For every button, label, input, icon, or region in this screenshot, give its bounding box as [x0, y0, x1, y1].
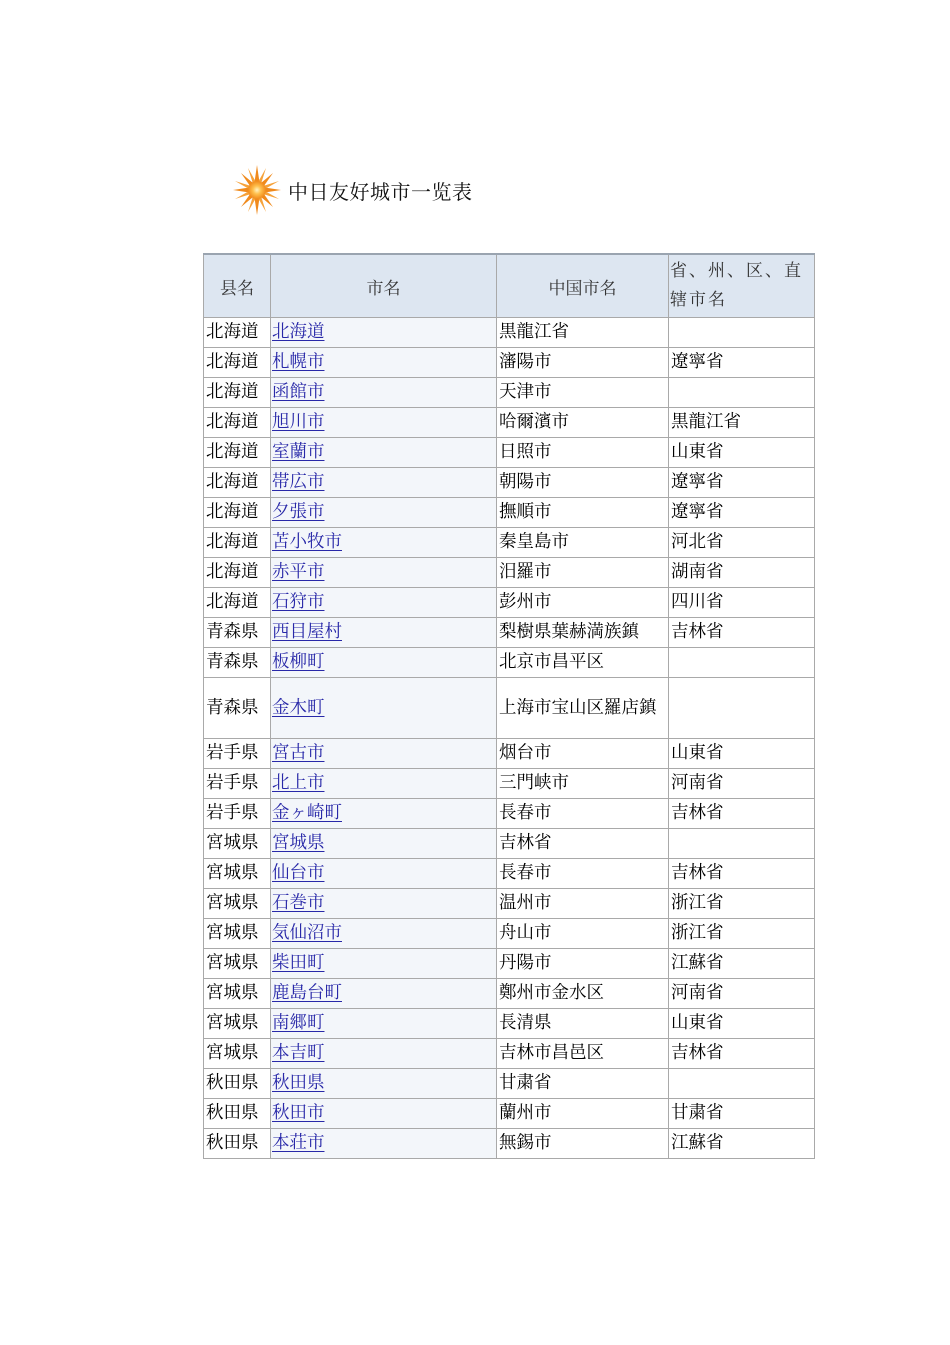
china-province-cell [669, 829, 815, 859]
china-city-cell: 北京市昌平区 [497, 648, 669, 678]
china-city-cell: 吉林市昌邑区 [497, 1039, 669, 1069]
city-cell [271, 949, 497, 979]
china-province-cell: 江蘇省 [669, 1129, 815, 1159]
china-province-cell: 吉林省 [669, 859, 815, 889]
prefecture-cell: 岩手県 [204, 799, 271, 829]
china-city-cell: 長清県 [497, 1009, 669, 1039]
china-city-cell: 彭州市 [497, 588, 669, 618]
city-cell [271, 648, 497, 678]
table-row [204, 739, 815, 769]
china-city-cell: 朝陽市 [497, 468, 669, 498]
table-row [204, 588, 815, 618]
city-link[interactable]: 気仙沼市 [272, 923, 342, 943]
friendship-city-table [203, 253, 815, 1159]
prefecture-cell: 宮城県 [204, 889, 271, 919]
prefecture-cell: 青森県 [204, 678, 271, 739]
china-city-cell: 丹陽市 [497, 949, 669, 979]
prefecture-cell: 北海道 [204, 348, 271, 378]
city-cell [271, 799, 497, 829]
city-link[interactable]: 石狩市 [272, 592, 325, 612]
city-link[interactable]: 鹿島台町 [272, 983, 342, 1003]
prefecture-cell: 宮城県 [204, 949, 271, 979]
city-cell [271, 678, 497, 739]
prefecture-cell: 北海道 [204, 438, 271, 468]
city-link[interactable]: 室蘭市 [272, 442, 325, 462]
china-province-cell: 遼寧省 [669, 348, 815, 378]
china-city-cell: 哈爾濱市 [497, 408, 669, 438]
prefecture-cell: 岩手県 [204, 739, 271, 769]
city-cell [271, 378, 497, 408]
china-city-cell: 舟山市 [497, 919, 669, 949]
city-cell [271, 528, 497, 558]
prefecture-cell: 北海道 [204, 588, 271, 618]
header-china-city: 中国市名 [497, 254, 669, 318]
china-city-cell: 上海市宝山区羅店鎮 [497, 678, 669, 739]
city-cell [271, 1009, 497, 1039]
china-province-cell [669, 1069, 815, 1099]
prefecture-cell: 宮城県 [204, 1009, 271, 1039]
prefecture-cell: 秋田県 [204, 1129, 271, 1159]
china-province-cell: 河北省 [669, 528, 815, 558]
prefecture-cell: 青森県 [204, 618, 271, 648]
table-row [204, 498, 815, 528]
china-province-cell: 吉林省 [669, 799, 815, 829]
china-province-cell: 黒龍江省 [669, 408, 815, 438]
city-cell [271, 1039, 497, 1069]
city-cell [271, 859, 497, 889]
table-row [204, 408, 815, 438]
prefecture-cell: 岩手県 [204, 769, 271, 799]
city-link[interactable]: 秋田県 [272, 1073, 325, 1093]
city-link[interactable]: 函館市 [272, 382, 325, 402]
china-city-cell: 烟台市 [497, 739, 669, 769]
prefecture-cell: 青森県 [204, 648, 271, 678]
city-cell [271, 408, 497, 438]
china-city-cell: 梨樹県葉赫満族鎮 [497, 618, 669, 648]
china-province-cell: 吉林省 [669, 1039, 815, 1069]
city-link[interactable]: 赤平市 [272, 562, 325, 582]
header-prefecture: 县名 [204, 254, 271, 318]
city-cell [271, 739, 497, 769]
china-province-cell [669, 378, 815, 408]
table-row [204, 318, 815, 348]
city-link[interactable]: 秋田市 [272, 1103, 325, 1123]
china-province-cell: 山東省 [669, 739, 815, 769]
city-cell [271, 558, 497, 588]
city-cell [271, 1099, 497, 1129]
starburst-icon [232, 164, 282, 216]
china-city-cell: 吉林省 [497, 829, 669, 859]
city-link[interactable]: 夕張市 [272, 502, 325, 522]
city-link[interactable]: 旭川市 [272, 412, 325, 432]
prefecture-cell: 秋田県 [204, 1069, 271, 1099]
city-cell [271, 979, 497, 1009]
china-city-cell: 秦皇島市 [497, 528, 669, 558]
table-row [204, 859, 815, 889]
china-city-cell: 鄭州市金水区 [497, 979, 669, 1009]
china-province-cell: 江蘇省 [669, 949, 815, 979]
city-cell [271, 348, 497, 378]
city-link[interactable]: 南郷町 [272, 1013, 325, 1033]
china-province-cell: 吉林省 [669, 618, 815, 648]
prefecture-cell: 宮城県 [204, 1039, 271, 1069]
table-row [204, 378, 815, 408]
prefecture-cell: 北海道 [204, 468, 271, 498]
china-city-cell: 蘭州市 [497, 1099, 669, 1129]
city-link[interactable]: 柴田町 [272, 953, 325, 973]
china-province-cell: 遼寧省 [669, 498, 815, 528]
header-china-province: 省、州、区、直辖市名 [669, 254, 815, 318]
prefecture-cell: 宮城県 [204, 829, 271, 859]
city-link[interactable]: 本吉町 [272, 1043, 325, 1063]
china-province-cell: 遼寧省 [669, 468, 815, 498]
prefecture-cell: 北海道 [204, 408, 271, 438]
table-row [204, 979, 815, 1009]
china-city-cell: 甘粛省 [497, 1069, 669, 1099]
table-row [204, 648, 815, 678]
table-row [204, 528, 815, 558]
table-row [204, 1099, 815, 1129]
city-link[interactable]: 西目屋村 [272, 622, 342, 642]
city-link[interactable]: 金木町 [272, 697, 325, 718]
city-link[interactable]: 札幌市 [272, 352, 325, 372]
city-link[interactable]: 宮古市 [272, 743, 325, 763]
city-link[interactable]: 北上市 [272, 773, 325, 793]
china-city-cell: 黒龍江省 [497, 318, 669, 348]
china-province-cell [669, 678, 815, 739]
table-row [204, 889, 815, 919]
china-city-cell: 汨羅市 [497, 558, 669, 588]
china-province-cell: 山東省 [669, 1009, 815, 1039]
china-province-cell: 甘粛省 [669, 1099, 815, 1129]
prefecture-cell: 宮城県 [204, 919, 271, 949]
city-cell [271, 498, 497, 528]
city-cell [271, 829, 497, 859]
table-row [204, 618, 815, 648]
table-row [204, 678, 815, 739]
table-row [204, 769, 815, 799]
china-city-cell: 撫順市 [497, 498, 669, 528]
city-cell [271, 769, 497, 799]
prefecture-cell: 北海道 [204, 318, 271, 348]
china-city-cell: 日照市 [497, 438, 669, 468]
city-cell [271, 1069, 497, 1099]
city-cell [271, 1129, 497, 1159]
table-row [204, 1069, 815, 1099]
china-province-cell: 四川省 [669, 588, 815, 618]
page-title: 中日友好城市一览表 [288, 179, 473, 204]
city-cell [271, 618, 497, 648]
table-body [204, 318, 815, 1159]
prefecture-cell: 北海道 [204, 498, 271, 528]
city-cell [271, 588, 497, 618]
china-province-cell: 浙江省 [669, 919, 815, 949]
city-cell [271, 889, 497, 919]
china-city-cell: 長春市 [497, 859, 669, 889]
table-row [204, 919, 815, 949]
china-province-cell: 河南省 [669, 769, 815, 799]
china-province-cell: 河南省 [669, 979, 815, 1009]
city-cell [271, 438, 497, 468]
city-link[interactable]: 本荘市 [272, 1133, 325, 1153]
table-row [204, 1039, 815, 1069]
china-province-cell [669, 318, 815, 348]
table-row [204, 1129, 815, 1159]
city-cell [271, 468, 497, 498]
city-link[interactable]: 帯広市 [272, 472, 325, 492]
prefecture-cell: 北海道 [204, 378, 271, 408]
city-link[interactable]: 板柳町 [272, 652, 325, 672]
table-header-row [204, 254, 815, 318]
city-link[interactable]: 石巻市 [272, 893, 325, 913]
city-link[interactable]: 宮城県 [272, 833, 325, 853]
china-city-cell: 瀋陽市 [497, 348, 669, 378]
table-row [204, 348, 815, 378]
china-province-cell: 湖南省 [669, 558, 815, 588]
table-row [204, 949, 815, 979]
table-row [204, 1009, 815, 1039]
china-city-cell: 三門峡市 [497, 769, 669, 799]
prefecture-cell: 北海道 [204, 528, 271, 558]
china-city-cell: 無錫市 [497, 1129, 669, 1159]
city-link[interactable]: 仙台市 [272, 863, 325, 883]
table-row [204, 438, 815, 468]
prefecture-cell: 北海道 [204, 558, 271, 588]
china-province-cell [669, 648, 815, 678]
page-heading [232, 164, 473, 216]
prefecture-cell: 秋田県 [204, 1099, 271, 1129]
prefecture-cell: 宮城県 [204, 859, 271, 889]
table-row [204, 468, 815, 498]
city-link[interactable]: 金ヶ崎町 [272, 803, 342, 823]
header-city: 市名 [271, 254, 497, 318]
table-row [204, 799, 815, 829]
city-link[interactable]: 北海道 [272, 322, 325, 342]
china-city-cell: 天津市 [497, 378, 669, 408]
china-city-cell: 温州市 [497, 889, 669, 919]
city-link[interactable]: 苫小牧市 [272, 532, 342, 552]
city-cell [271, 919, 497, 949]
china-province-cell: 浙江省 [669, 889, 815, 919]
table-row [204, 558, 815, 588]
city-cell [271, 318, 497, 348]
china-province-cell: 山東省 [669, 438, 815, 468]
china-city-cell: 長春市 [497, 799, 669, 829]
table-row [204, 829, 815, 859]
prefecture-cell: 宮城県 [204, 979, 271, 1009]
